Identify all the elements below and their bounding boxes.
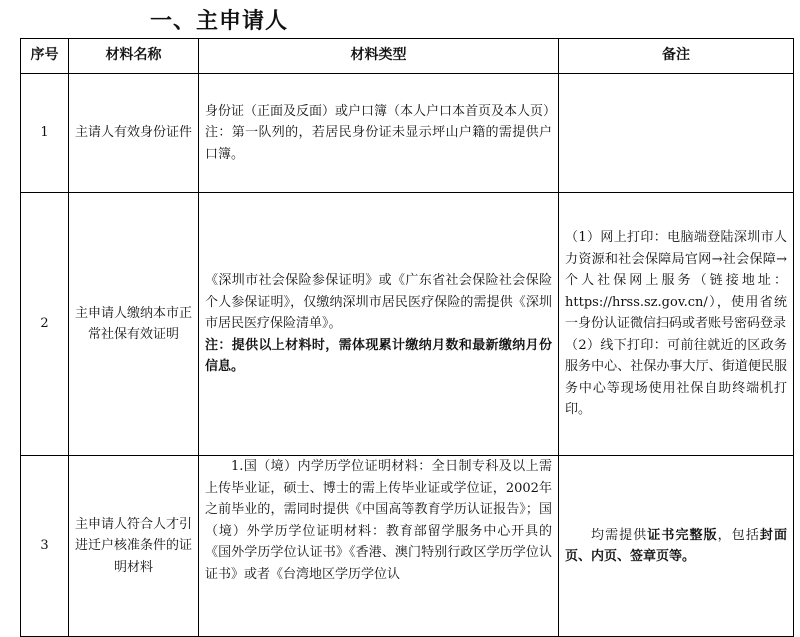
material-type-note: 注：第一队列的，若居民身份证未显示坪山户籍的需提供户口簿。 <box>205 125 552 162</box>
table-row <box>21 74 794 193</box>
table-header-row <box>21 39 794 74</box>
table-row <box>21 456 794 637</box>
remark-offline-print: （2）线下打印：可前往就近的区政务服务中心、社保办事大厅、街道便民服务中心等现场使用社保自助终端机打印。 <box>565 337 787 418</box>
material-type <box>199 74 559 193</box>
row-number: 3 <box>21 456 69 637</box>
material-type-main: 1.国（境）内学历学位证明材料：全日制专科及以上需上传毕业证，硕士、博士的需上传毕业证或学位证，2002年之前毕业的，需同时提供《中国高等教育学历认证报告》；国（境）外学历学位证明材料：教育部留学服务中心开具的《国外学历学位认证书》《香港、澳门特别行政区学历学位认证书》或者《台湾地区学历学位认 <box>205 459 552 582</box>
table-row <box>21 193 794 456</box>
remark-mid: ，包括 <box>717 527 760 543</box>
header-name: 材料名称 <box>69 39 199 74</box>
header-note: 备注 <box>559 39 794 74</box>
remark-online-print: （1）网上打印：电脑端登陆深圳市人力资源和社会保障局官网→社会保障→个人社保网上服务（链接地址：https://hrss.sz.gov.cn/），使用省统一身份认证微信扫码或者账号密码登录 <box>565 230 787 332</box>
remark-bold-pages: 封面页、内页、签章页等。 <box>565 527 787 564</box>
material-type-main: 身份证（正面及反面）或户口簿（本人户口本首页及本人页） <box>205 103 557 119</box>
remark <box>559 456 794 637</box>
material-type <box>199 193 559 456</box>
remark-bold-certificate: 证书完整版 <box>647 527 718 543</box>
materials-table <box>20 38 794 637</box>
remark <box>559 193 794 456</box>
row-number: 2 <box>21 193 69 456</box>
remark <box>559 74 794 193</box>
material-type-bold-note: 注：提供以上材料时，需体现累计缴纳月数和最新缴纳月份信息。 <box>205 337 552 375</box>
remark-prefix: 均需提供 <box>591 527 648 543</box>
material-name: 主请人有效身份证件 <box>69 74 199 193</box>
material-type-main: 《深圳市社会保险参保证明》或《广东省社会保险社会保险个人参保证明》，仅缴纳深圳市居民医疗保险的需提供《深圳市居民医疗保险清单》。 <box>205 273 552 332</box>
material-type <box>199 456 559 637</box>
material-name: 主申请人符合人才引进迁户核准条件的证明材料 <box>69 456 199 637</box>
material-name: 主申请人缴纳本市正常社保有效证明 <box>69 193 199 456</box>
remark-text <box>565 525 787 568</box>
row-number: 1 <box>21 74 69 193</box>
section-title: 一、主申请人 <box>150 9 289 34</box>
header-type: 材料类型 <box>199 39 559 74</box>
header-no: 序号 <box>21 39 69 74</box>
